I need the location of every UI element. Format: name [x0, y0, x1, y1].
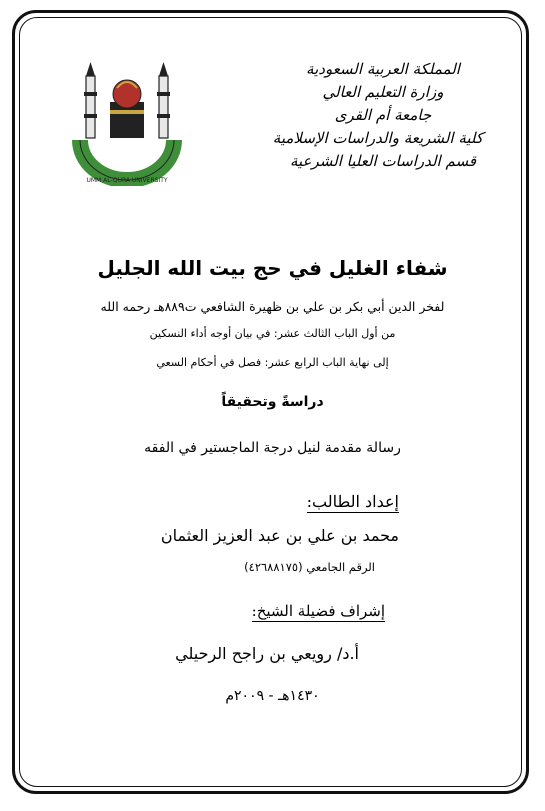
author-line: لفخر الدين أبي بكر بن علي بن ظهيرة الشافعي ت٨٨٩هـ رحمه الله	[100, 299, 445, 314]
header-line: كلية الشريعة والدراسات الإسلامية	[272, 129, 483, 147]
study-label: دراسةً وتحقيقاً	[221, 394, 324, 410]
thesis-description: رسالة مقدمة لنيل درجة الماجستير في الفقه	[144, 440, 401, 456]
header-line: المملكة العربية السعودية	[306, 60, 460, 78]
student-id: الرقم الجامعي (٤٢٦٨٨١٧٥)	[244, 560, 375, 574]
header-line: وزارة التعليم العالي	[322, 83, 444, 101]
university-logo	[72, 58, 182, 186]
prepared-by-label: إعداد الطالب:	[306, 492, 399, 511]
scope-from: من أول الباب الثالث عشر: في بيان أوجه أداء النسكين	[149, 327, 396, 340]
institution-header	[272, 58, 483, 173]
year: ١٤٣٠هـ - ٢٠٠٩م	[225, 688, 320, 704]
supervisor-name: أ.د/ رويعي بن راجح الرحيلي	[175, 644, 359, 663]
student-name: محمد بن علي بن عبد العزيز العثمان	[160, 526, 399, 545]
logo-text: UMM AL-QURA UNIVERSITY	[86, 177, 168, 184]
header-line: قسم الدراسات العليا الشرعية	[289, 152, 477, 170]
scope-to: إلى نهاية الباب الرابع عشر: فصل في أحكام السعي	[156, 356, 389, 369]
book-title: شفاء الغليل في حج بيت الله الجليل	[97, 256, 448, 280]
header-line: جامعة أم القرى	[334, 106, 432, 124]
supervision-label: إشراف فضيلة الشيخ:	[251, 602, 385, 620]
